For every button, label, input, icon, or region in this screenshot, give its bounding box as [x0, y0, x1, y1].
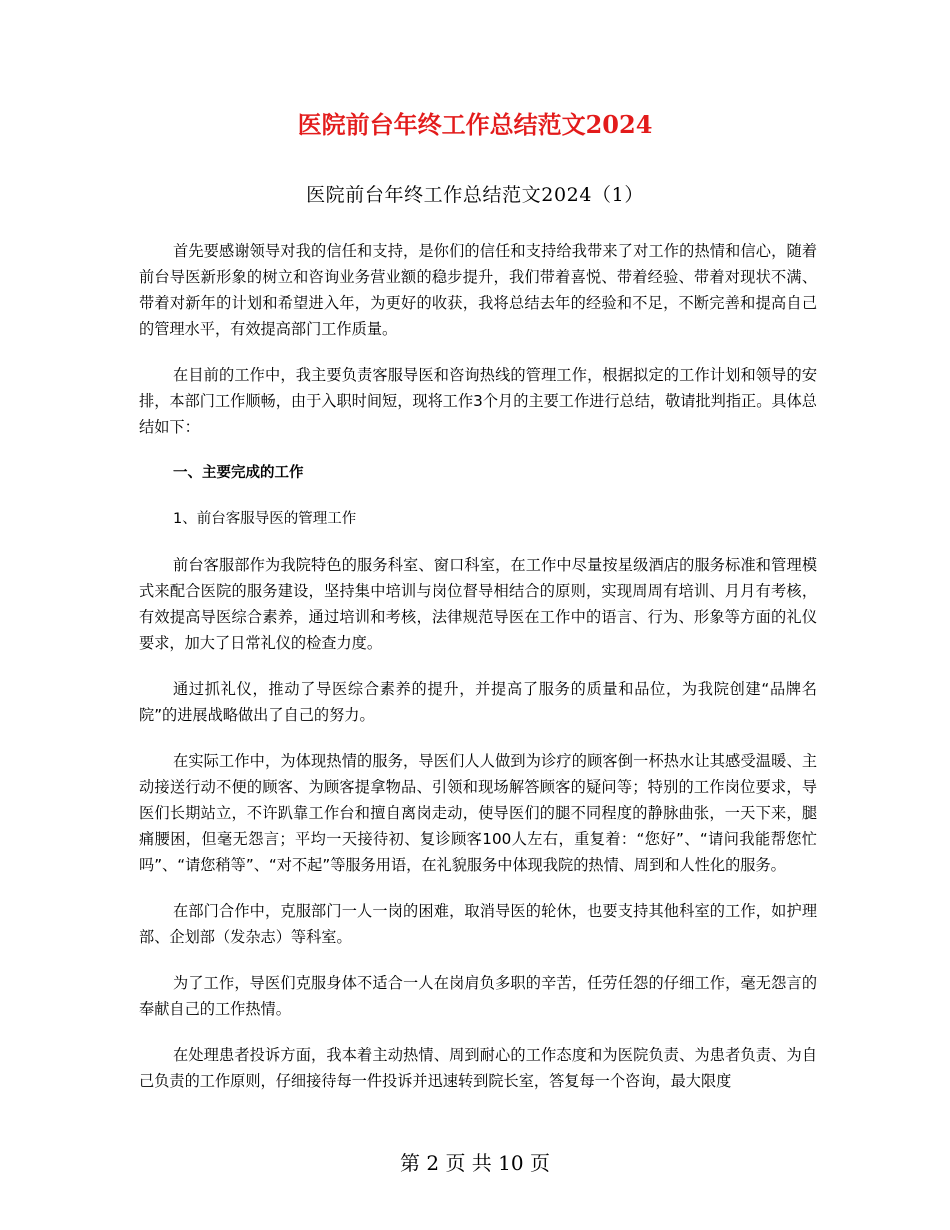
- paragraph-intro: 首先要感谢领导对我的信任和支持，是你们的信任和支持给我带来了对工作的热情和信心，随着前台导医新形象的树立和咨询业务营业额的稳步提升，我们带着喜悦、带着经验、带着对现状不满、带着对新年的计划和希望进入年，为更好的收获，我将总结去年的经验和不足，不断完善和提高自己的管理水平，有效提高部门工作质量。: [139, 242, 817, 338]
- paragraph-overview: 在目前的工作中，我主要负责客服导医和咨询热线的管理工作，根据拟定的工作计划和领导的安排，本部门工作顺畅，由于入职时间短，现将工作3个月的主要工作进行总结，敬请批判指正。具体总结如下：: [139, 366, 817, 436]
- paragraph-cooperation: 在部门合作中，克服部门一人一岗的困难，取消导医的轮休，也要支持其他科室的工作，如护理部、企划部（发杂志）等科室。: [139, 902, 817, 946]
- subsection-heading: 1、前台客服导医的管理工作: [173, 511, 357, 527]
- paragraph-complaints: 在处理患者投诉方面，我本着主动热情、周到耐心的工作态度和为医院负责、为患者负责、为自己负责的工作原则，仔细接待每一件投诉并迅速转到院长室，答复每一个咨询，最大限度: [139, 1046, 817, 1090]
- paragraph-dedication: 为了工作，导医们克服身体不适合一人在岗肩负多职的辛苦，任劳任怨的仔细工作，毫无怨言的奉献自己的工作热情。: [139, 974, 817, 1018]
- paragraph-service-standards: 前台客服部作为我院特色的服务科室、窗口科室，在工作中尽量按星级酒店的服务标准和管理模式来配合医院的服务建设，坚持集中培训与岗位督导相结合的原则，实现周周有培训、月月有考核，有效提高导医综合素养，通过培训和考核，法律规范导医在工作中的语言、行为、形象等方面的礼仪要求，加大了日常礼仪的检查力度。: [139, 556, 817, 652]
- paragraph-etiquette: 通过抓礼仪，推动了导医综合素养的提升，并提高了服务的质量和品位，为我院创建“品牌名院”的进展战略做出了自己的努力。: [139, 680, 817, 724]
- section-heading: 一、主要完成的工作: [173, 465, 304, 481]
- document-title: 医院前台年终工作总结范文2024: [297, 110, 653, 139]
- page-number-footer: 第 2 页 共 10 页: [400, 1151, 550, 1175]
- paragraph-daily-service: 在实际工作中，为体现热情的服务，导医们人人做到为诊疗的顾客倒一杯热水让其感受温暖、主动接送行动不便的顾客、为顾客提拿物品、引领和现场解答顾客的疑问等；特别的工作岗位要求，导医们长期站立，不许趴靠工作台和擅自离岗走动，使导医们的腿不同程度的静脉曲张，一天下来，腿痛腰困，但毫无怨言；平均一天接待初、复诊顾客100人左右，重复着：“您好”、“请问我能帮您忙吗”、“请您稍等”、“对不起”等服务用语，在礼貌服务中体现我院的热情、周到和人性化的服务。: [139, 752, 817, 874]
- document-subtitle: 医院前台年终工作总结范文2024（1）: [306, 184, 644, 206]
- document-body: [139, 238, 817, 1114]
